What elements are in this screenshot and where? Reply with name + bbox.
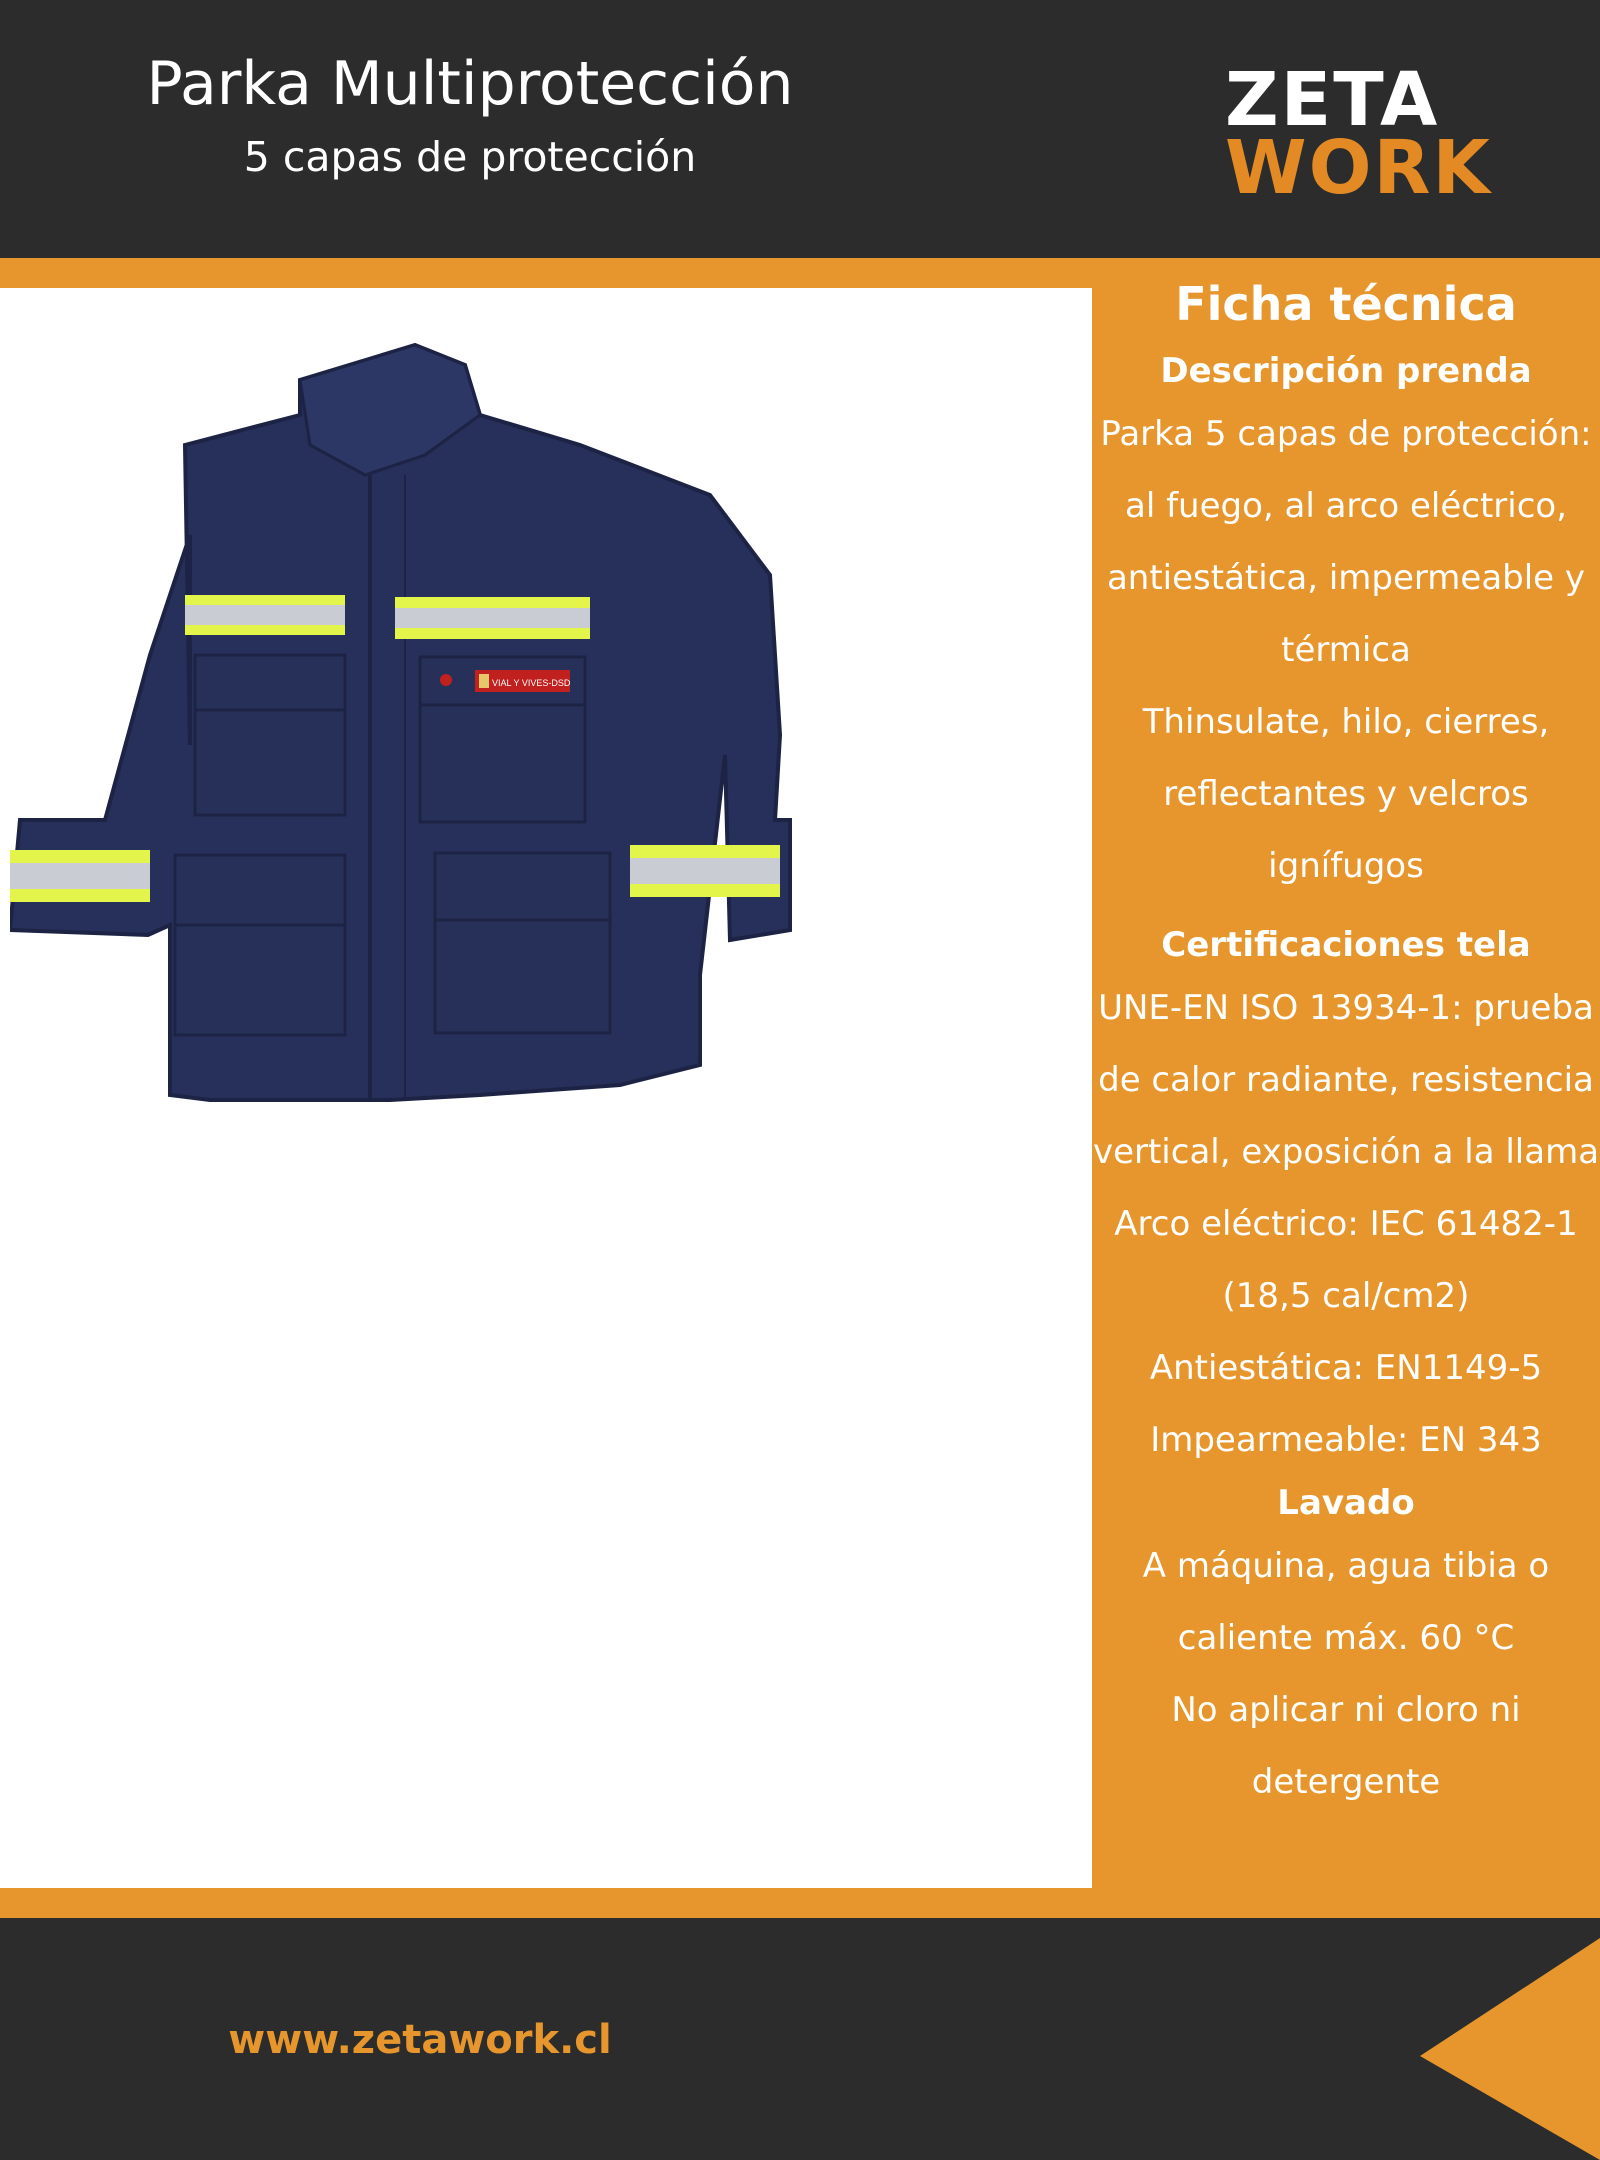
description-line: Parka 5 capas de protección:	[1100, 414, 1592, 454]
chest-label-text: VIAL Y VIVES-DSD	[492, 678, 571, 688]
certification-line: UNE-EN ISO 13934-1: prueba	[1098, 988, 1594, 1028]
certification-line: Impearmeable: EN 343	[1150, 1420, 1542, 1460]
certification-line: Arco eléctrico: IEC 61482-1	[1114, 1204, 1578, 1244]
certification-line: vertical, exposición a la llama	[1092, 1132, 1600, 1172]
description-line: al fuego, al arco eléctrico,	[1124, 486, 1568, 526]
washing-line: No aplicar ni cloro ni	[1171, 1690, 1521, 1730]
reflective-stripe-sleeve-left	[10, 850, 150, 902]
header-bar	[0, 0, 1600, 258]
washing-line: caliente máx. 60 °C	[1177, 1618, 1515, 1658]
reflective-stripe-chest-left	[185, 595, 345, 635]
reflective-stripe-sleeve-right	[630, 845, 780, 897]
page-subtitle: 5 capas de protección	[243, 133, 697, 181]
reflective-stripe-chest-right	[395, 597, 590, 639]
page-title: Parka Multiprotección	[146, 49, 794, 119]
logo-line-zeta: ZETA	[1225, 57, 1440, 143]
washing-line: A máquina, agua tibia o	[1142, 1546, 1550, 1586]
pocket-upper-left	[195, 655, 345, 815]
logo-line-work: WORK	[1225, 125, 1492, 211]
description-line: ignífugos	[1268, 846, 1424, 886]
certification-line: de calor radiante, resistencia	[1098, 1060, 1594, 1100]
section-heading-washing: Lavado	[1277, 1483, 1415, 1523]
spec-sheet-title: Ficha técnica	[1175, 277, 1517, 331]
jacket-photo	[10, 335, 1090, 1260]
description-line: térmica	[1281, 630, 1411, 670]
section-heading-description: Descripción prenda	[1160, 351, 1532, 391]
website-link[interactable]: www.zetawork.cl	[228, 2017, 612, 2063]
arrow-left-icon	[1420, 1938, 1600, 2160]
description-line: Thinsulate, hilo, cierres,	[1142, 702, 1550, 742]
description-line: reflectantes y velcros	[1163, 774, 1529, 814]
orange-divider-bottom	[0, 1888, 1600, 1918]
washing-line: detergente	[1251, 1762, 1441, 1802]
section-heading-certifications: Certificaciones tela	[1161, 925, 1531, 965]
description-line: antiestática, impermeable y	[1106, 558, 1586, 598]
pocket-lower-left	[175, 855, 345, 1035]
spec-sheet-panel	[1092, 277, 1600, 1888]
pocket-lower-right	[435, 853, 610, 1033]
certification-line: (18,5 cal/cm2)	[1222, 1276, 1470, 1316]
brand-logo	[1225, 57, 1505, 211]
certification-line: Antiestática: EN1149-5	[1149, 1348, 1543, 1388]
